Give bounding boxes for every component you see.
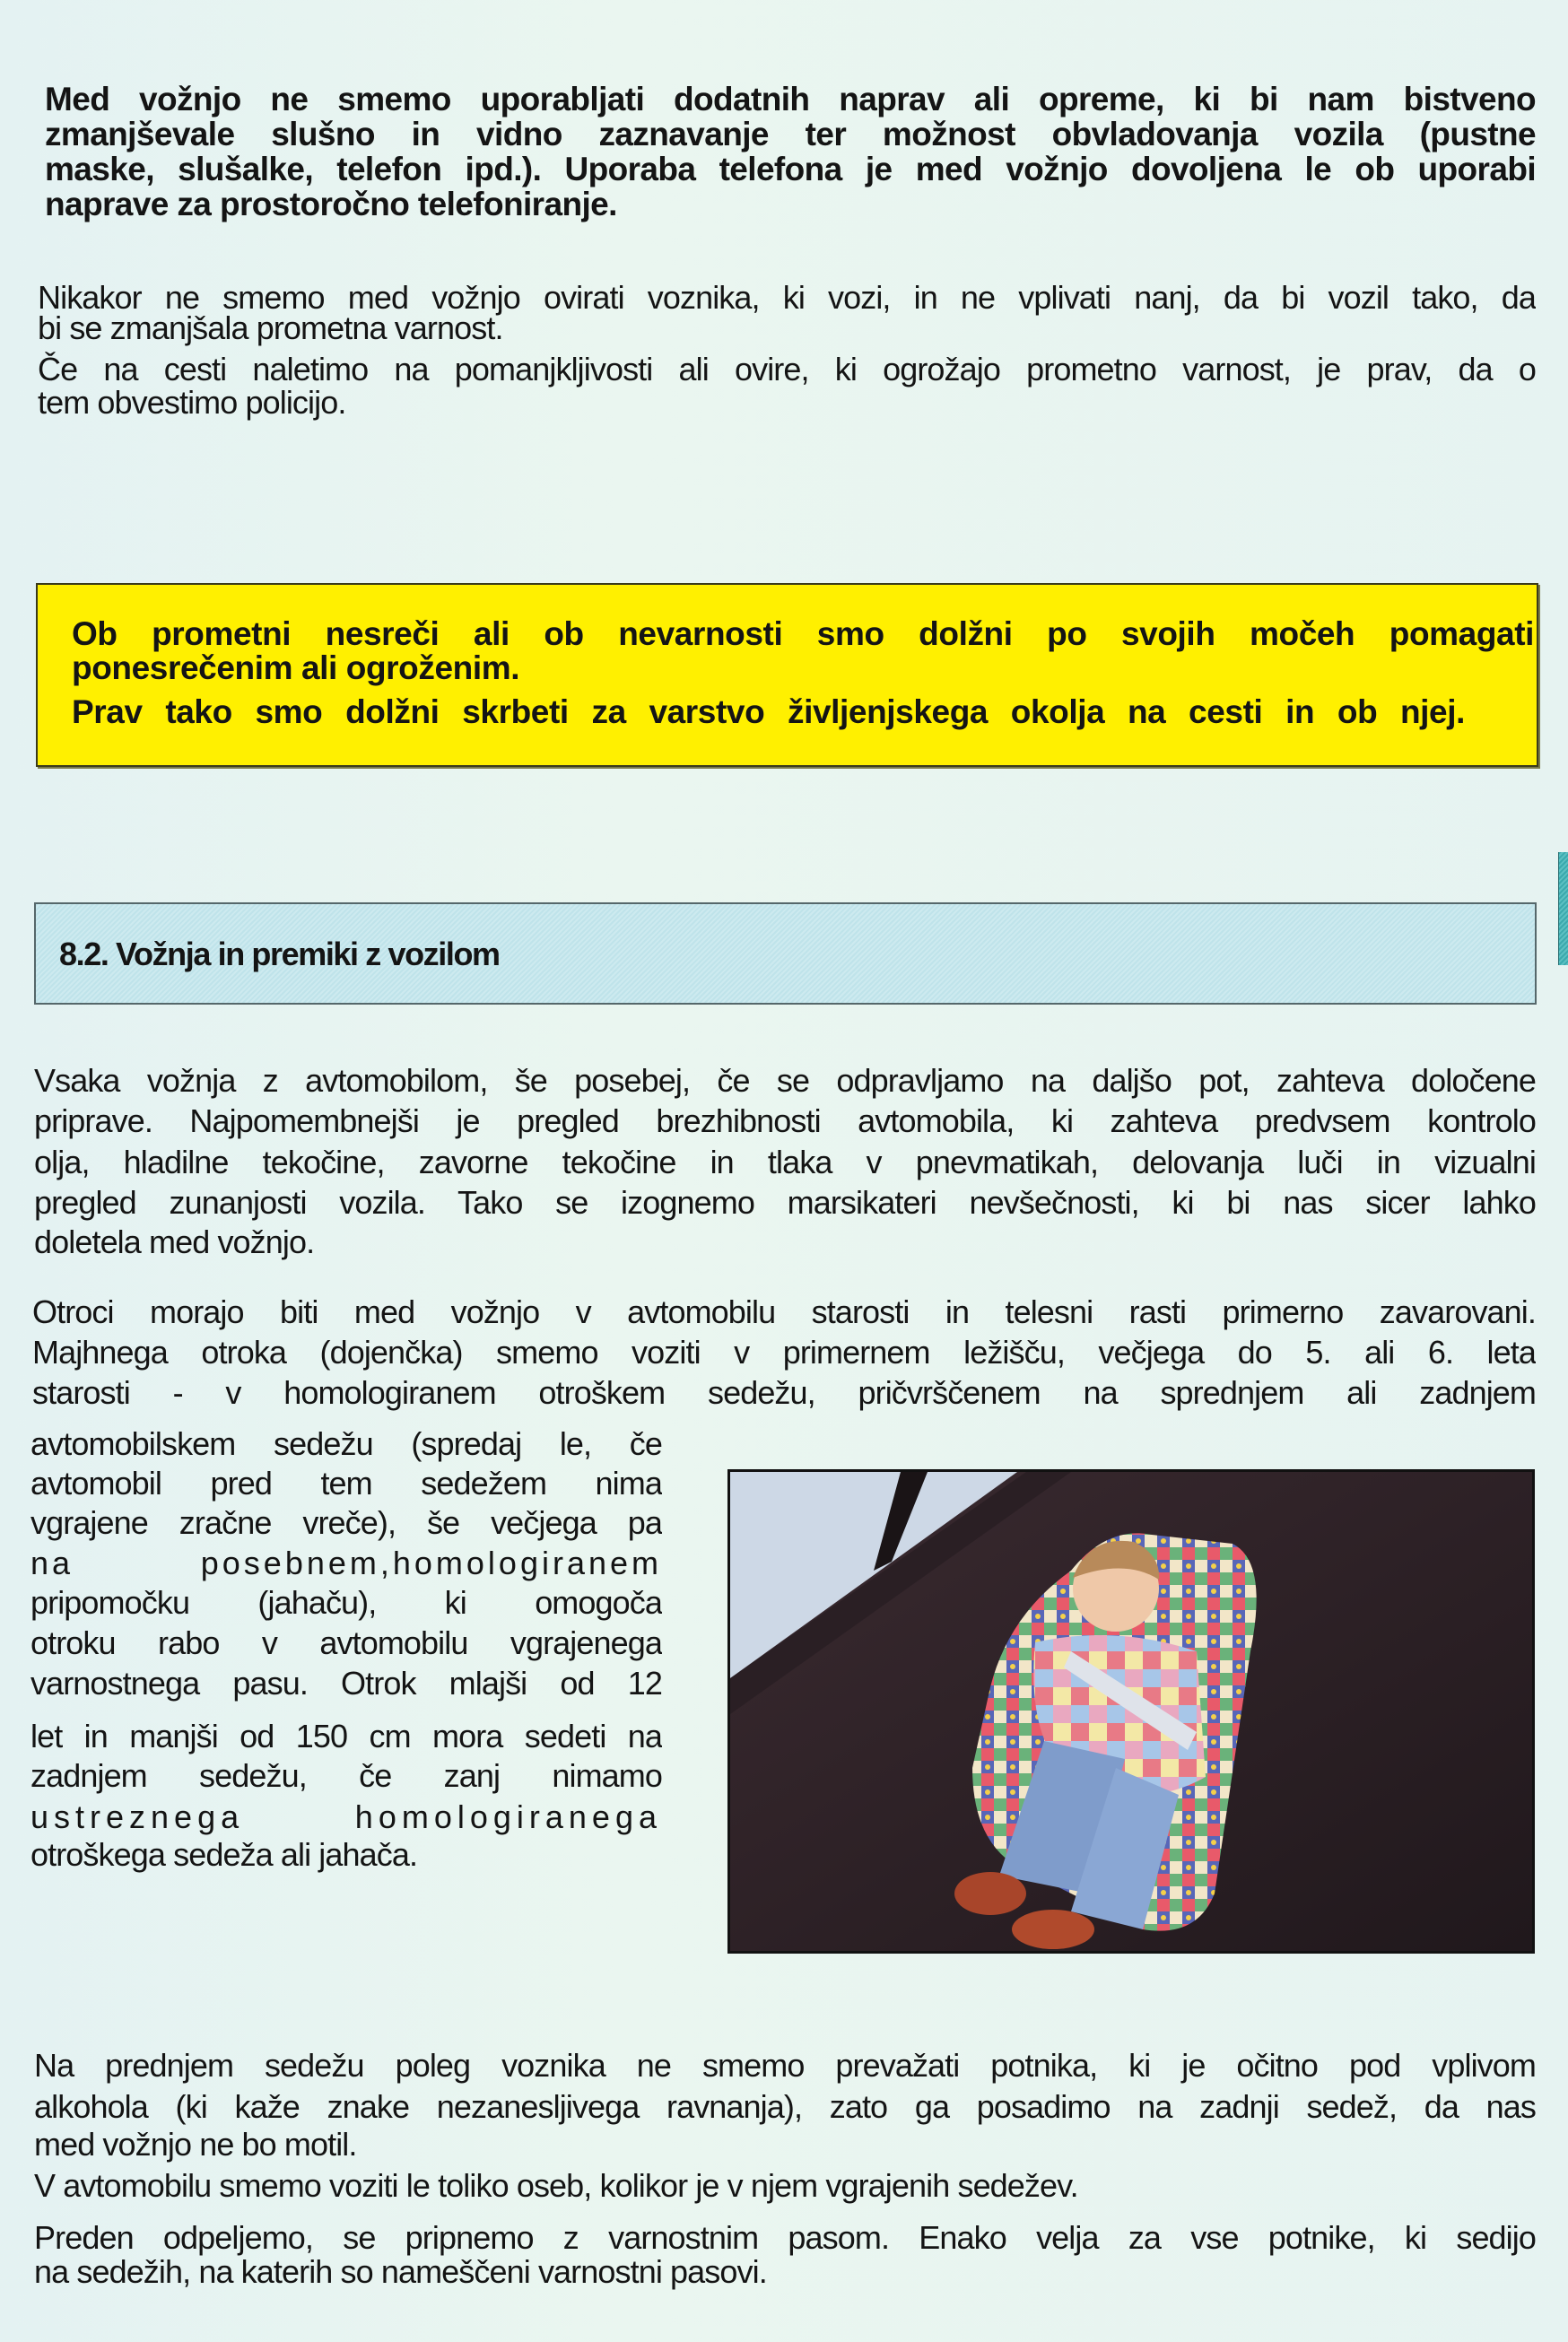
notice-line: ponesrečenim ali ogroženim. bbox=[72, 649, 520, 686]
text-line: alkohola (ki kaže znake nezanesljivega ravnanja), zato ga posadimo na zadnji sedež, da nas bbox=[34, 2088, 1536, 2125]
text-line: naprave za prostoročno telefoniranje. bbox=[45, 186, 617, 222]
section-header bbox=[34, 902, 1537, 1005]
text-line: doletela med vožnjo. bbox=[34, 1223, 315, 1260]
text-line: na sedežih, na katerih so nameščeni varnostni pasovi. bbox=[34, 2253, 767, 2290]
text-line: priprave. Najpomembnejši je pregled brezhibnosti avtomobila, ki zahteva predvsem kontrolo bbox=[34, 1102, 1536, 1139]
text-line: Na prednjem sedežu poleg voznika ne smemo prevažati potnika, ki je očitno pod vplivom bbox=[34, 2047, 1536, 2084]
text-line: starosti - v homologiranem otroškem sedežu, pričvrščenem na sprednjem ali zadnjem bbox=[32, 1374, 1536, 1411]
child-shoe-left bbox=[954, 1872, 1026, 1915]
text-line: vgrajene zračne vreče), še večjega pa bbox=[30, 1504, 662, 1541]
text-line: maske, slušalke, telefon ipd.). Uporaba telefona je med vožnjo dovoljena le ob uporabi bbox=[45, 151, 1536, 187]
chapter-tab-marker bbox=[1558, 852, 1568, 965]
text-line: olja, hladilne tekočine, zavorne tekočine in tlaka v pnevmatikah, delovanja luči in vizualni bbox=[34, 1144, 1536, 1180]
text-line: pregled zunanjosti vozila. Tako se izognemo marsikateri nevšečnosti, ki bi nas sicer lahko bbox=[34, 1184, 1536, 1221]
text-line: ustreznega homologiranega bbox=[30, 1798, 662, 1835]
text-line: zadnjem sedežu, če zanj nimamo bbox=[30, 1757, 662, 1794]
text-line: na posebnem,homologiranem bbox=[30, 1545, 662, 1581]
text-line: Preden odpeljemo, se pripnemo z varnostnim pasom. Enako velja za vse potnike, ki sedijo bbox=[34, 2219, 1536, 2256]
text-line: let in manjši od 150 cm mora sedeti na bbox=[30, 1718, 662, 1754]
text-line: Med vožnjo ne smemo uporabljati dodatnih naprav ali opreme, ki bi nam bistveno bbox=[45, 81, 1536, 118]
text-line: pripomočku (jahaču), ki omogoča bbox=[30, 1584, 662, 1621]
text-line: bi se zmanjšala prometna varnost. bbox=[38, 309, 503, 346]
text-line: Če na cesti naletimo na pomanjkljivosti ali ovire, ki ogrožajo prometno varnost, je prav, da o bbox=[38, 351, 1536, 387]
text-line: med vožnjo ne bo motil. bbox=[34, 2126, 357, 2163]
text-line: avtomobilskem sedežu (spredaj le, če bbox=[30, 1425, 662, 1462]
text-line: Nikakor ne smemo med vožnjo ovirati voznika, ki vozi, in ne vplivati nanj, da bi vozil tako, da bbox=[38, 279, 1536, 316]
child-car-seat-photo bbox=[727, 1469, 1535, 1954]
text-line: Majhnega otroka (dojenčka) smemo voziti v primernem ležišču, večjega do 5. ali 6. leta bbox=[32, 1334, 1536, 1371]
section-title: 8.2. Vožnja in premiki z vozilom bbox=[59, 936, 500, 972]
text-line: otroku rabo v avtomobilu vgrajenega bbox=[30, 1624, 662, 1661]
text-line: avtomobil pred tem sedežem nima bbox=[30, 1465, 662, 1502]
text-line: otroškega sedeža ali jahača. bbox=[30, 1836, 418, 1873]
text-line: Otroci morajo biti med vožnjo v avtomobilu starosti in telesni rasti primerno zavarovani. bbox=[32, 1293, 1536, 1330]
notice-box bbox=[36, 583, 1538, 767]
text-line: zmanjševale slušno in vidno zaznavanje ter možnost obvladovanja vozila (pustne bbox=[45, 116, 1536, 152]
child-in-car-seat-photo-icon bbox=[730, 1472, 1532, 1951]
text-line: Vsaka vožnja z avtomobilom, še posebej, če se odpravljamo na daljšo pot, zahteva določene bbox=[34, 1062, 1536, 1099]
text-line: V avtomobilu smemo voziti le toliko oseb, kolikor je v njem vgrajenih sedežev. bbox=[34, 2167, 1078, 2204]
notice-line: Prav tako smo dolžni skrbeti za varstvo življenjskega okolja na cesti in ob njej. bbox=[72, 693, 1465, 730]
child-shoe-right bbox=[1012, 1910, 1094, 1949]
text-line: tem obvestimo policijo. bbox=[38, 384, 346, 421]
notice-line: Ob prometni nesreči ali ob nevarnosti smo dolžni po svojih močeh pomagati bbox=[72, 615, 1534, 652]
text-line: varnostnega pasu. Otrok mlajši od 12 bbox=[30, 1665, 662, 1702]
